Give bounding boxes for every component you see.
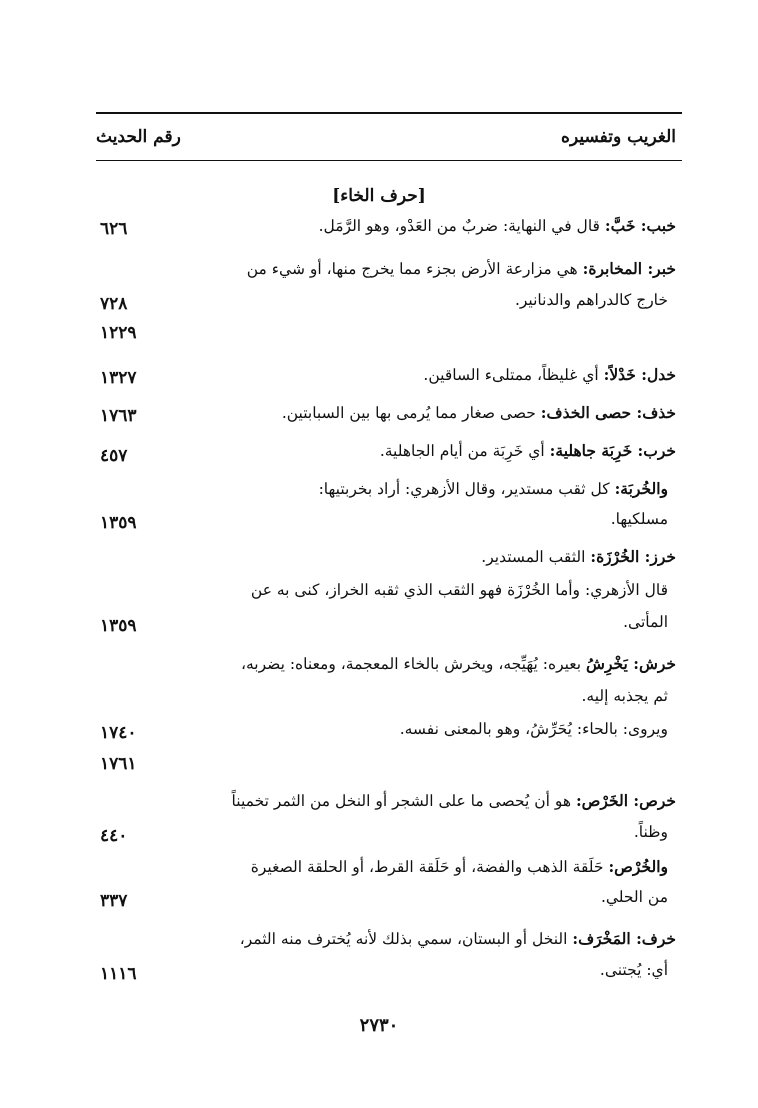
hadith-number: ٦٢٦ bbox=[100, 219, 128, 239]
entry-line: خدل: خَدْلاً: أي غليظاً، ممتلىء الساقين. bbox=[423, 365, 676, 384]
entry-line: خرش: يَخْرِشُ بعيره: يُهَيِّجه، ويخرش بالخاء المعجمة، ومعناه: يضربه، bbox=[240, 654, 676, 673]
hadith-number: ١٧٤٠ bbox=[100, 723, 137, 743]
entry-line: والخُربَة: كل ثقب مستدير، وقال الأزهري: أراد بخربتيها: bbox=[318, 479, 668, 498]
section-title: [حرف الخاء] bbox=[332, 186, 426, 206]
hadith-number: ١٧٦١ bbox=[100, 754, 137, 774]
hadith-number: ١٣٥٩ bbox=[100, 616, 137, 636]
hadith-number: ١٢٢٩ bbox=[100, 323, 137, 343]
entry-line: خبر: المخابرة: هي مزارعة الأرض بجزء مما يخرج منها، أو شيء من bbox=[246, 259, 676, 278]
entry-line: المأتى. bbox=[623, 613, 668, 631]
entry-line: خرز: الخُرْزَة: الثقب المستدير. bbox=[481, 547, 676, 566]
header-top-rule bbox=[96, 112, 682, 114]
entry-line: خرف: المَخْرَف: النخل أو البستان، سمي بذلك لأنه يُخترف منه الثمر، bbox=[239, 929, 676, 948]
entry-line: مسلكيها. bbox=[610, 510, 668, 528]
header-bottom-rule bbox=[96, 160, 682, 161]
hadith-number: ٧٢٨ bbox=[100, 294, 128, 314]
entry-line: وظناً. bbox=[633, 823, 668, 841]
entry-line: خرص: الخَرْص: هو أن يُحصى ما على الشجر أو النخل من الثمر تخميناً bbox=[231, 791, 676, 810]
hadith-number: ٤٤٠ bbox=[100, 826, 128, 846]
entry-line: والخُرْص: حَلَقة الذهب والفضة، أو حَلَقة القرط، أو الحلقة الصغيرة bbox=[250, 857, 668, 876]
entry-line: خارج كالدراهم والدنانير. bbox=[514, 291, 668, 309]
page-number: ٢٧٣٠ bbox=[359, 1015, 399, 1036]
hadith-number: ١٧٦٣ bbox=[100, 406, 137, 426]
running-title: الغريب وتفسيره bbox=[561, 127, 676, 147]
hadith-number: ١٣٢٧ bbox=[100, 368, 137, 388]
entry-line: ثم يجذبه إليه. bbox=[581, 687, 668, 705]
entry-line: من الحلي. bbox=[600, 888, 668, 906]
entry-line: خبب: خَبَّ: قال في النهاية: ضربٌ من العَدْو، وهو الرَّمَل. bbox=[318, 216, 676, 235]
entry-line: خذف: حصى الخذف: حصى صغار مما يُرمى بها بين السبابتين. bbox=[281, 403, 676, 422]
hadith-number-column-title: رقم الحديث bbox=[96, 127, 181, 147]
entry-line: قال الأزهري: وأما الخُرْزَة فهو الثقب الذي ثقبه الخراز، كنى به عن bbox=[250, 581, 668, 599]
entry-line: أي: يُجتنى. bbox=[599, 961, 668, 979]
hadith-number: ٤٥٧ bbox=[100, 446, 128, 466]
hadith-number: ١١١٦ bbox=[100, 964, 137, 984]
entry-line: ويروى: بالحاء: يُحَرِّشُ، وهو بالمعنى نفسه. bbox=[399, 720, 668, 738]
hadith-number: ١٣٥٩ bbox=[100, 513, 137, 533]
entry-line: خرب: خَرِبَة جاهلية: أي خَرِبَة من أيام الجاهلية. bbox=[379, 441, 676, 460]
hadith-number: ٣٣٧ bbox=[100, 891, 128, 911]
